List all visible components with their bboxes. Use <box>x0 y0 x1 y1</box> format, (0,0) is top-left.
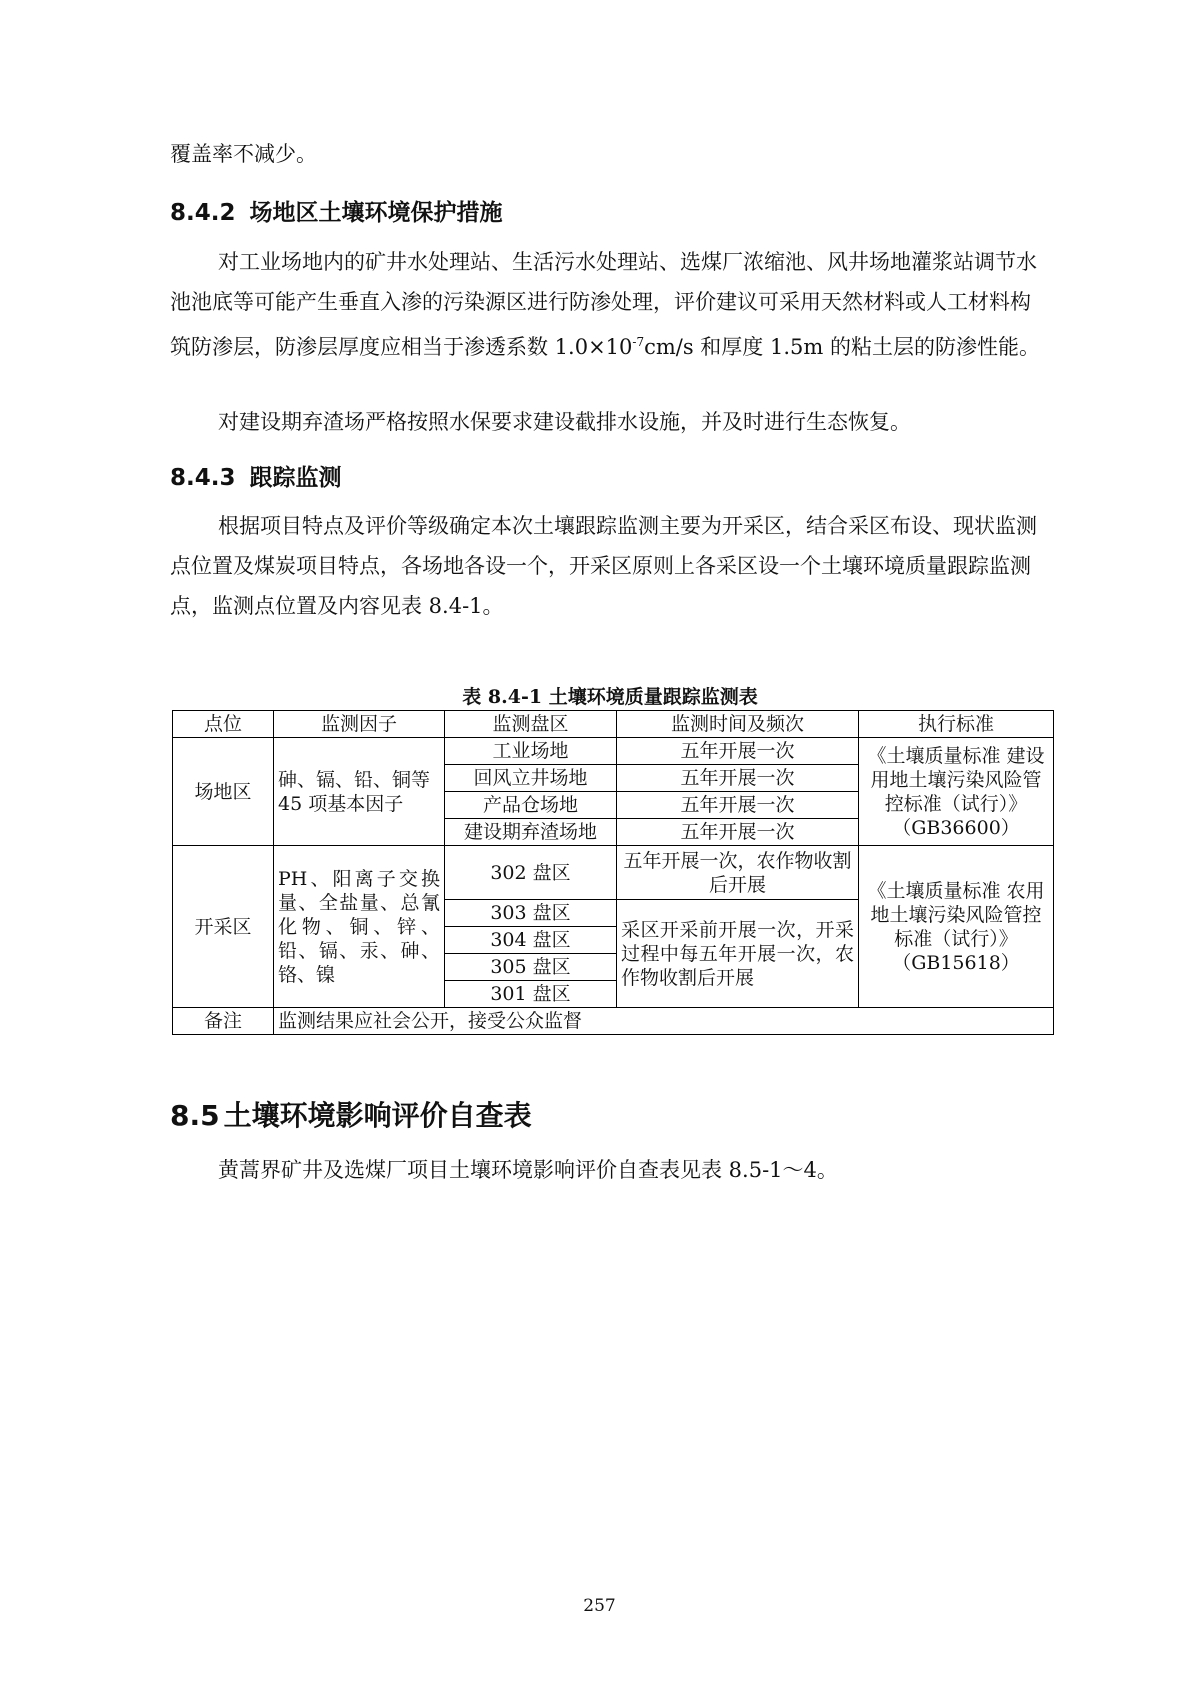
note-cell: 监测结果应社会公开，接受公众监督 <box>274 1008 1054 1035</box>
note-label-cell: 备注 <box>173 1008 274 1035</box>
site-factors-cell: 砷、镉、铅、铜等45 项基本因子 <box>274 738 445 846</box>
table-note-row <box>173 1008 1054 1035</box>
paragraph-seepage-control <box>170 242 1050 367</box>
paragraph-text: cm/s 和厚度 1.5m 的粘土层的防渗性能。 <box>644 335 1040 359</box>
header-cell: 监测时间及频次 <box>617 711 859 738</box>
freq-cell: 五年开展一次 <box>617 792 859 819</box>
mining-label-cell: 开采区 <box>173 846 274 1008</box>
site-standard-cell: 《土壤质量标准 建设用地土壤污染风险管控标准（试行）》（GB36600） <box>859 738 1054 846</box>
mining-factors-cell: PH、阳离子交换量、全盐量、总氰化物、铜、锌、铅、镉、汞、砷、铬、镍 <box>274 846 445 1008</box>
intro-tail: 覆盖率不减少。 <box>170 142 317 166</box>
area-cell: 304 盘区 <box>445 927 617 954</box>
paragraph-tracking-monitoring: 根据项目特点及评价等级确定本次土壤跟踪监测主要为开采区，结合采区布设、现状监测点位置及煤炭项目特点，各场地各设一个，开采区原则上各采区设一个土壤环境质量跟踪监测点，监测点位置及内容见表 8.4-1。 <box>170 514 1037 618</box>
freq-cell: 采区开采前开展一次，开采过程中每五年开展一次，农作物收割后开展 <box>617 900 859 1008</box>
freq-cell: 五年开展一次 <box>617 765 859 792</box>
table-row <box>173 846 1054 900</box>
section-number: 8.5 <box>170 1099 220 1132</box>
area-cell: 301 盘区 <box>445 981 617 1008</box>
section-number: 8.4.3 <box>170 465 236 491</box>
section-title: 土壤环境影响评价自查表 <box>223 1099 532 1132</box>
area-cell: 302 盘区 <box>445 846 617 900</box>
freq-cell: 五年开展一次 <box>617 738 859 765</box>
area-cell: 303 盘区 <box>445 900 617 927</box>
freq-cell: 五年开展一次 <box>617 819 859 846</box>
paragraph-text: 对工业场地内的矿井水处理站、生活污水处理站、选煤厂浓缩池、风井场地灌浆站调节水池池底等可能产生垂直入渗的污染源区进行防渗处理，评价建议可采用天然材料或人工材料构筑防渗层，防渗层厚度应相当于渗透系数 1.0×10 <box>170 250 1037 359</box>
site-label-cell: 场地区 <box>173 738 274 846</box>
freq-cell: 五年开展一次，农作物收割后开展 <box>617 846 859 900</box>
area-cell: 305 盘区 <box>445 954 617 981</box>
header-cell: 点位 <box>173 711 274 738</box>
area-cell: 回风立井场地 <box>445 765 617 792</box>
page-number: 257 <box>583 1596 616 1616</box>
superscript: -7 <box>632 335 645 349</box>
mining-standard-cell: 《土壤质量标准 农用地土壤污染风险管控标准（试行）》（GB15618） <box>859 846 1054 1008</box>
header-cell: 监测盘区 <box>445 711 617 738</box>
section-title: 场地区土壤环境保护措施 <box>249 200 503 226</box>
monitoring-table <box>172 710 1054 1035</box>
section-heading-8-5 <box>170 1094 532 1134</box>
table-caption: 表 8.4-1 土壤环境质量跟踪监测表 <box>462 686 758 708</box>
area-cell: 建设期弃渣场地 <box>445 819 617 846</box>
table-header-row <box>173 711 1054 738</box>
header-cell: 执行标准 <box>859 711 1054 738</box>
section-heading-8-4-3 <box>170 459 342 492</box>
section-heading-8-4-2 <box>170 194 503 227</box>
table-row <box>173 738 1054 765</box>
section-number: 8.4.2 <box>170 200 236 226</box>
paragraph-self-check: 黄蒿界矿井及选煤厂项目土壤环境影响评价自查表见表 8.5-1～4。 <box>218 1158 838 1182</box>
section-title: 跟踪监测 <box>249 465 342 491</box>
area-cell: 工业场地 <box>445 738 617 765</box>
header-cell: 监测因子 <box>274 711 445 738</box>
paragraph-spoil-yard: 对建设期弃渣场严格按照水保要求建设截排水设施，并及时进行生态恢复。 <box>218 410 911 434</box>
area-cell: 产品仓场地 <box>445 792 617 819</box>
